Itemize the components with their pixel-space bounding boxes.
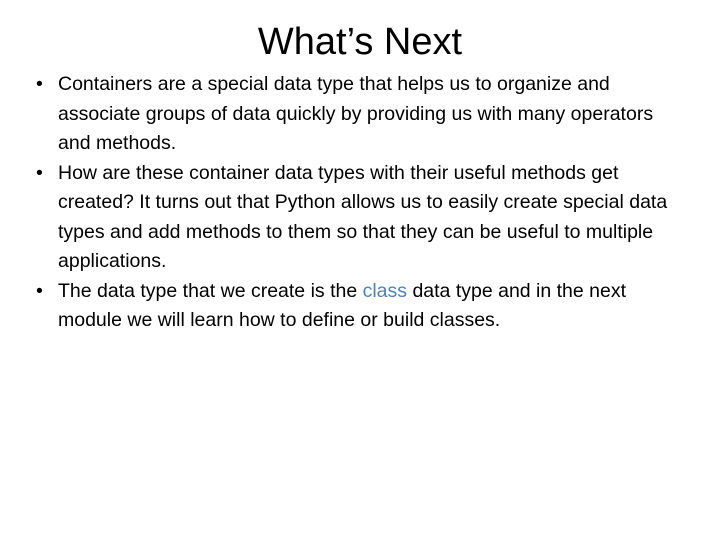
bullet-list — [36, 70, 686, 336]
bullet-marker: • — [36, 161, 43, 184]
bullet-text-before: The data type that we create is the — [58, 279, 363, 302]
bullet-text: Containers are a special data type that helps us to organize and associate groups of data quickly by providing us with many operators and methods. — [58, 73, 654, 154]
highlighted-term: class — [362, 279, 408, 302]
bullet-text: How are these container data types with their useful methods get created? It turns out that Python allows us to easily create special data types and add methods to them so that they can be useful to multiple applications. — [58, 161, 668, 272]
bullet-item — [36, 70, 686, 159]
bullet-marker: • — [36, 279, 43, 302]
bullet-text-after: data type and in the next module we will learn how to define or build classes. — [58, 279, 627, 331]
bullet-item — [36, 159, 686, 277]
bullet-item — [36, 277, 686, 336]
bullet-marker: • — [36, 73, 43, 95]
slide-title: What’s Next — [257, 21, 463, 63]
